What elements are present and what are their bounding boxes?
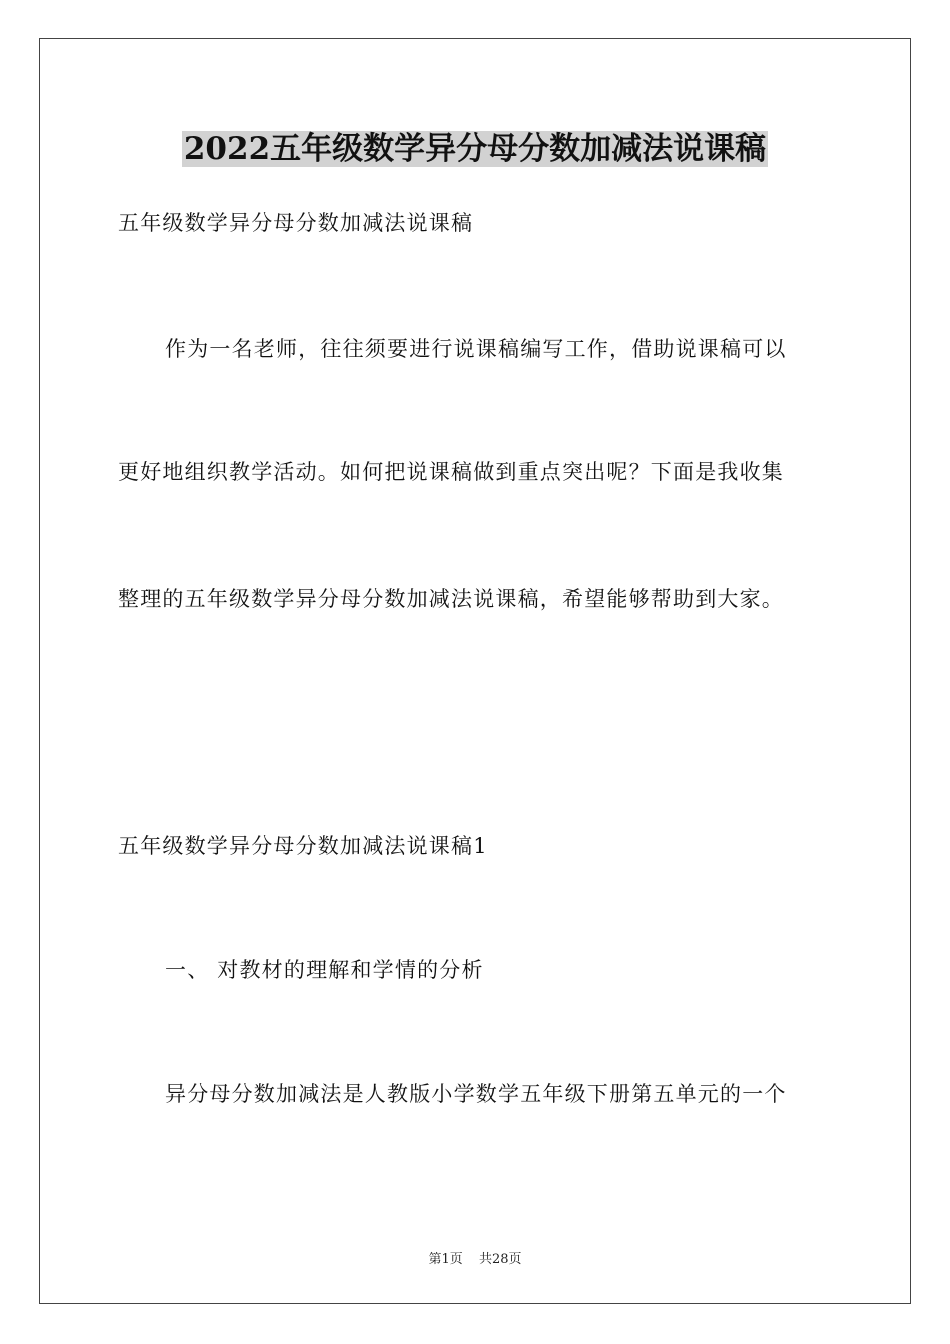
- body-line: 异分母分数加减法是人教版小学数学五年级下册第五单元的一个: [165, 1082, 787, 1106]
- paragraph-line-2: 更好地组织教学活动。如何把说课稿做到重点突出呢？下面是我收集: [118, 460, 784, 484]
- paragraph-line-3: 整理的五年级数学异分母分数加减法说课稿，希望能够帮助到大家。: [118, 587, 784, 611]
- paragraph-line-1: 作为一名老师，往往须要进行说课稿编写工作，借助说课稿可以: [165, 337, 787, 361]
- subtitle: 五年级数学异分母分数加减法说课稿: [118, 211, 474, 235]
- page-footer: [0, 1248, 950, 1267]
- document-title-wrap: [0, 127, 950, 171]
- section-heading: 五年级数学异分母分数加减法说课稿1: [118, 834, 488, 858]
- page-total: 共28页: [478, 1252, 522, 1267]
- document-title: 2022五年级数学异分母分数加减法说课稿: [183, 131, 767, 167]
- subheading: 一、 对教材的理解和学情的分析: [165, 958, 484, 982]
- page-number: 第1页: [428, 1252, 463, 1267]
